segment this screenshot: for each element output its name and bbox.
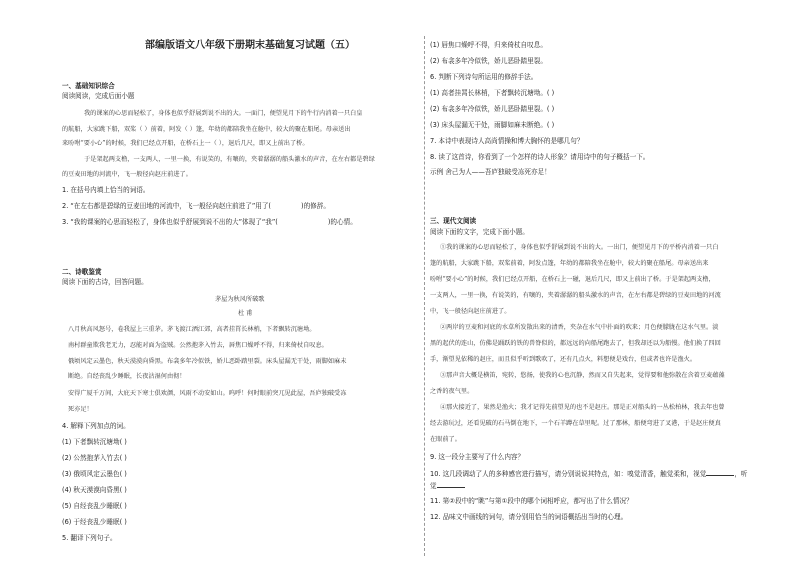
question-2-text: 2. “在左右都是碧绿的豆麦田地的河流中，飞一般径向赵庄前进了”用了( [62, 202, 272, 210]
question-10 [430, 469, 748, 478]
question-10-line2 [430, 481, 465, 490]
passage-line: 来吩咐“要小心”的时候，我们已经点开船，在桥石上一（ ），退后几尺，即又上前出了桥。 [62, 140, 309, 147]
poem-line: 南村群童欺我老无力，忍能对面为盗贼。公然抱茅入竹去，唇焦口燥呼不得，归来倚杖自叹息。 [68, 342, 328, 349]
section2-instruction: 阅读下面的古诗，回答问题。 [62, 278, 148, 286]
q4-item: (5) 自经丧乱少睡眠( ) [62, 502, 127, 510]
question-3-tail: )的心情。 [327, 218, 357, 226]
q4-item: (6) 于经丧乱少睡眠( ) [62, 518, 127, 526]
question-5: 5. 翻译下列句子。 [62, 534, 117, 542]
right-item: (1) 唇焦口燥呼不得，归来倚杖自叹息。 [430, 41, 547, 49]
poem-line: 安得广厦千万间，大庇天下寒士俱欢颜，风雨不动安如山。呜呼！何时眼前突兀见此屋，吾庐独破受冻 [68, 390, 347, 397]
question-7: 7. 本诗中表现诗人高尚情操和博大胸怀的是哪几句？ [430, 137, 584, 145]
article-line: 中，飞一般径向赵庄前进了。 [430, 308, 511, 315]
right-item: (1) 高者挂罥长林梢，下者飘转沉塘坳。( ) [430, 89, 555, 97]
page-title: 部编版语文八年级下册期末基础复习试题（五） [145, 40, 355, 51]
article-line: 在眼前了。 [430, 436, 461, 443]
q4-item: (1) 下者飘转沉塘坳( ) [62, 438, 127, 446]
question-8: 8. 读了这首诗，你看到了一个怎样的诗人形象？请用诗中的句子概括一下。 [430, 153, 650, 161]
section3-heading: 三、现代文阅读 [430, 217, 477, 225]
article-line: ③那声音大概是横笛，宛转，悠扬，使我的心也沉静，然而又自失起来，觉得要和他弥散在含着豆麦蕴藻 [440, 372, 725, 379]
poem-title: 茅屋为秋风所破歌 [215, 296, 265, 303]
question-10-text: 10. 这几段调动了人的多种感官进行描写，请分别说说其特点，如：嗅觉清香，触觉柔和，视觉 [430, 470, 707, 478]
q4-item: (3) 俄顷风定云墨色( ) [62, 470, 127, 478]
passage-line: 的航船，大家跳下船，双桨（ ）前着，阿发（ ）篷，年幼的都陪我坐在舱中，较大的聚在船尾。母亲送出 [62, 126, 351, 133]
article-line: 一支两人，一里一换，有说笑的，有嚷的，夹着潺潺的船头激水的声音，在左右都是碧绿的豆麦田地的河流 [430, 292, 721, 299]
section1-instruction: 阅读阅读，完成后面小题 [62, 92, 135, 100]
question-10-hearing: 觉 [430, 482, 437, 490]
example-answer: 示例 舍己为人——吾庐独破受冻死亦足！ [430, 168, 551, 176]
right-item: (2) 布衾多年冷似铁，娇儿恶卧踏里裂。( ) [430, 105, 555, 113]
q4-item: (2) 公然抱茅入竹去( ) [62, 454, 127, 462]
article-line: 之香的夜气里。 [430, 388, 474, 395]
question-2 [62, 202, 330, 210]
article-line: 吩咐“要小心”的时候，我们已经点开船，在桥石上一碰，退后几尺，即又上前出了桥。于是架起两支橹， [430, 276, 715, 283]
section1-heading: 一、基础知识综合 [62, 82, 115, 90]
poem-line: 断绝。自经丧乱少睡眠，长夜沾湿何由彻！ [68, 373, 186, 380]
question-1: 1. 在括号内填上恰当的词语。 [62, 186, 150, 194]
article-line: 经去游玩过，还看见破的石马倒在地下，一个石羊蹲在草里呢。过了那林，船便弯进了叉港，于是赵庄便真 [430, 420, 721, 427]
question-10-tail: ，听 [734, 470, 748, 478]
poem-line: 八月秋高风怒号，卷我屋上三重茅。茅飞渡江洒江郊，高者挂罥长林梢，下者飘转沉塘坳。 [68, 326, 316, 333]
passage-line: 我的课案的心思而轻松了，身体也似乎舒展到说不出的大。一面门，便望见月下的牛行内消着一只白皇 [84, 110, 363, 117]
article-line: ①我的课案的心思而轻松了，身体也似乎舒展到说不出的大。一出门，便望见月下的平桥内消着一只白 [440, 244, 719, 251]
article-line: 篷的航船，大家跳下船，双桨前着，阿发点篷，年幼的都陪我坐在舱中，较大的聚在船尾。母亲送出来 [430, 260, 709, 267]
question-2-tail: )的修辞。 [301, 202, 330, 210]
question-3 [62, 218, 357, 226]
poem-line: 俄顷风定云墨色，秋天漠漠向昏黑。布衾多年冷似铁，娇儿恶卧踏里裂。床头屋漏无干处，雨脚如麻未 [68, 358, 347, 365]
question-6: 6. 判断下列诗句所运用的修辞手法。 [430, 73, 538, 81]
poem-author: 杜 甫 [238, 310, 253, 317]
article-line: ②两岸的豆麦和河底的水草所发散出来的清香，夹杂在水气中扑面的吹来；月色便朦胧在这水气里。淡 [440, 324, 719, 331]
question-11: 11. 第②段中的“眺”与第①段中的哪个词相呼应，都写出了什么情况？ [430, 497, 633, 505]
poem-line: 死亦足！ [68, 406, 93, 413]
section3-instruction: 阅读下面的文字，完成下面小题。 [430, 228, 529, 236]
article-line: ④那火接近了，果然是渔火；我才记得先前望见的也不是赵庄。那是正对船头的一丛松柏林，我去年也曾 [440, 404, 725, 411]
article-line: 手，渐望见依稀的赵庄，而且似乎听到歌吹了，还有几点火，料想便是戏台，但或者也许是渔火。 [430, 356, 697, 363]
article-line: 黑的起伏的连山，仿佛是踊跃的铁的兽脊似的，都远远的向船尾跑去了，但我却还以为船慢。他们换了四回 [430, 340, 721, 347]
right-item: (3) 床头屋漏无干处，雨脚如麻未断绝。( ) [430, 121, 555, 129]
right-item: (2) 布衾多年冷似铁，娇儿恶卧踏里裂。 [430, 57, 547, 65]
section2-heading: 二、诗歌鉴赏 [62, 268, 102, 276]
question-4: 4. 解释下列加点的词。 [62, 422, 130, 430]
passage-line: 的豆麦田地的河流中，飞一般径向赵庄前进了。 [62, 171, 192, 178]
column-divider [424, 36, 425, 556]
question-12: 12. 品味文中画线的词句，请分别用恰当的词语概括出当时的心理。 [430, 513, 628, 521]
question-3-text: 3. “我的课案的心思而轻松了，身体也似乎舒展到说不出的大”体现了“我”( [62, 218, 278, 226]
question-9: 9. 这一段分主要写了什么内容？ [430, 453, 525, 461]
q4-item: (4) 秋天漠漠向昏黑( ) [62, 486, 127, 494]
passage-line: 于是架起两支橹，一支两人，一里一换，有说笑的，有嚷的，夹着潺潺的船头激水的声音，在左右都是碧绿 [84, 156, 375, 163]
